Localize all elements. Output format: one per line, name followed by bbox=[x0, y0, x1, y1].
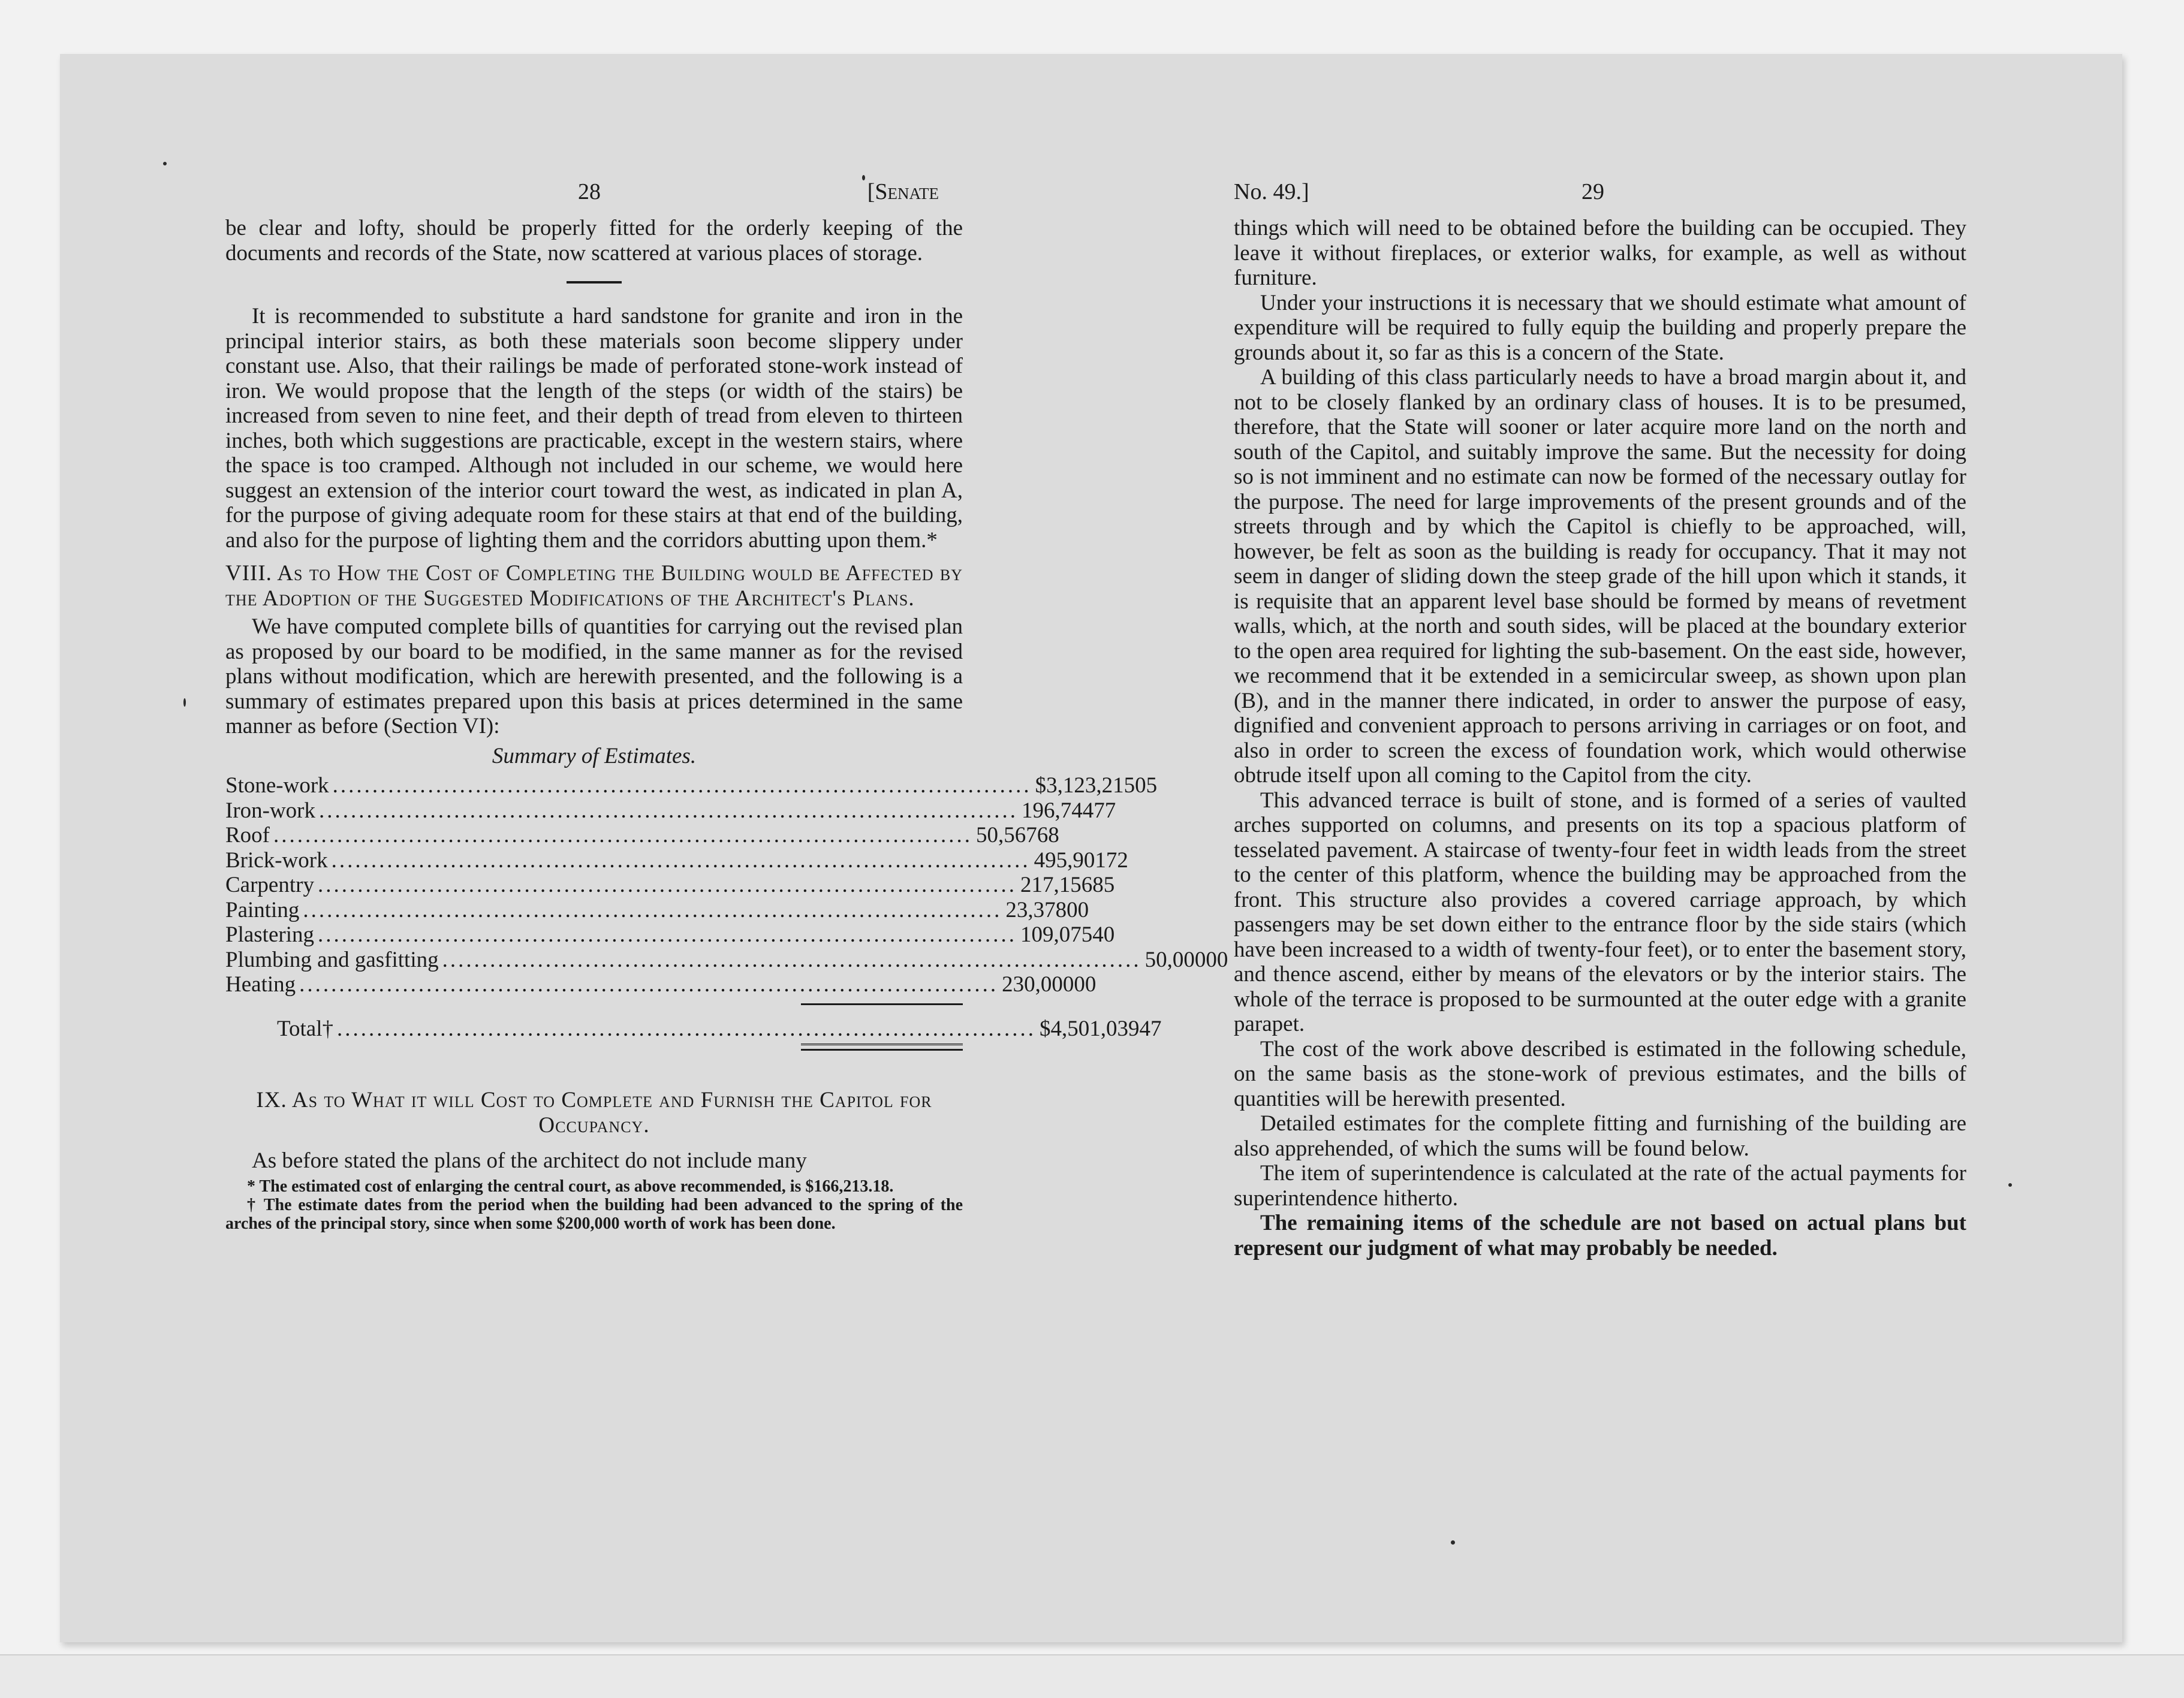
estimate-dollars: 196,744 bbox=[1022, 798, 1094, 823]
estimate-row bbox=[225, 922, 1115, 948]
total-row bbox=[225, 1016, 1162, 1042]
footnote-2: † The estimate dates from the period when the building had been advanced to the spring of the arches of the principal story, since when some $200,000 worth of work has been done. bbox=[225, 1195, 963, 1233]
scan-speck bbox=[183, 698, 186, 707]
estimate-item: Roof bbox=[225, 823, 270, 848]
estimate-row bbox=[225, 798, 1116, 824]
estimate-row bbox=[225, 773, 1158, 798]
leader-dots: ........................................................................................ bbox=[332, 773, 1032, 798]
estimate-item: Painting bbox=[225, 897, 300, 922]
left-running-head: [Senate bbox=[867, 179, 939, 204]
body-paragraph: This advanced terrace is built of stone, and is formed of a series of vaulted arches supported on columns, and presents on its top a spacious platform of tesselated pavement. A staircase of twenty-four feet in width leads from the street to the center of this platform, whence the building may be approached from the front. This structure also provides a covered carriage approach, by which passengers may be set down either to the entrance floor by the side stairs (which have been increased to a width of twenty-four feet), or to enter the basement story, and thence ascend, either by means of the elevators or by the interior stairs. The whole of the terrace is proposed to be surmounted at the outer edge with a granite parapet. bbox=[1234, 788, 1966, 1036]
stairs-paragraph: It is recommended to substitute a hard sandstone for granite and iron in the principal interior stairs, as both these materials soon become slippery under constant use. Also, that their railings be made of perforated stone-work instead of iron. We would propose that the length of the steps (or width of the stairs) be increased from seven to nine feet, and their depth of tread from eleven to thirteen inches, both which suggestions are practicable, except in the western stairs, where the space is too cramped. Although not included in our scheme, we would here suggest an extension of the interior court toward the west, as indicated in plan A, for the purpose of giving adequate room for these stairs at that end of the building, and also for the purpose of lighting them and the corridors abutting upon them.* bbox=[225, 304, 963, 553]
estimate-item: Iron-work bbox=[225, 798, 316, 823]
estimate-cents: 77 bbox=[1093, 798, 1116, 823]
summary-title: Summary of Estimates. bbox=[492, 743, 697, 768]
estimate-cents: 05 bbox=[1135, 773, 1158, 798]
estimate-item: Heating bbox=[225, 972, 296, 997]
leader-dots: ........................................................................................ bbox=[317, 922, 1017, 947]
body-paragraph: Detailed estimates for the complete fitting and furnishing of the building are also apprehended, of which the sums will be found below. bbox=[1234, 1111, 1966, 1161]
total-double-rule bbox=[801, 1043, 963, 1051]
estimate-row bbox=[225, 848, 1128, 873]
body-paragraph: The remaining items of the schedule are not based on actual plans but represent our judgment of what may probably be needed. bbox=[1234, 1211, 1966, 1260]
total-label: Total† bbox=[277, 1016, 333, 1041]
leader-dots: ........................................................................................ bbox=[317, 873, 1017, 897]
body-paragraph: The item of superintendence is calculated at the rate of the actual payments for superintendence hitherto. bbox=[1234, 1161, 1966, 1211]
right-page-number: 29 bbox=[1581, 179, 1604, 204]
section-viii-heading: VIII. As to How the Cost of Completing the Building would be Affected by the Adoption of the Suggested Modifications of the Architect's Plans. bbox=[225, 561, 963, 611]
scan-speck bbox=[163, 162, 167, 165]
estimate-dollars: 109,075 bbox=[1020, 922, 1093, 947]
footnote-1: * The estimated cost of enlarging the central court, as above recommended, is $166,213.18. bbox=[247, 1177, 894, 1196]
estimate-row bbox=[225, 947, 1228, 973]
estimate-cents: 00 bbox=[1074, 972, 1096, 997]
estimate-item: Plumbing and gasfitting bbox=[225, 947, 439, 972]
estimate-dollars: 23,378 bbox=[1005, 897, 1067, 922]
leader-dots: ........................................................................................ bbox=[442, 947, 1141, 972]
estimate-cents: 72 bbox=[1105, 848, 1128, 873]
estimate-cents: 00 bbox=[1206, 947, 1228, 972]
estimate-dollars: 495,901 bbox=[1034, 848, 1106, 873]
total-dollars: $4,501,039 bbox=[1040, 1016, 1140, 1041]
leader-dots: ........................................................................................ bbox=[273, 823, 972, 848]
estimate-dollars: 217,156 bbox=[1020, 873, 1093, 897]
estimate-cents: 85 bbox=[1092, 873, 1115, 897]
body-paragraph: Under your instructions it is necessary that we should estimate what amount of expenditure will be required to fully equip the building and properly prepare the grounds about it, so far as this is a concern of the State. bbox=[1234, 290, 1966, 365]
estimate-row bbox=[225, 897, 1089, 923]
estimate-dollars: $3,123,215 bbox=[1035, 773, 1135, 798]
section-ix-heading: IX. As to What it will Cost to Complete and Furnish the Capitol for Occupancy. bbox=[256, 1088, 932, 1138]
scan-speck bbox=[1451, 1540, 1455, 1545]
leader-dots: ........................................................................................ bbox=[299, 972, 999, 997]
section-ix-paragraph: As before stated the plans of the architect do not include many bbox=[252, 1148, 807, 1173]
estimate-item: Brick-work bbox=[225, 848, 328, 873]
right-page-header bbox=[1234, 180, 1966, 216]
estimate-item: Carpentry bbox=[225, 873, 314, 897]
scanner-bed-strip bbox=[0, 1654, 2184, 1698]
leader-dots: ........................................................................................ bbox=[303, 897, 1002, 922]
body-paragraph: things which will need to be obtained before the building can be occupied. They leave it without fireplaces, or exterior walks, for example, as well as without furniture. bbox=[1234, 216, 1966, 290]
right-running-head: No. 49.] bbox=[1234, 179, 1309, 204]
estimate-dollars: 50,000 bbox=[1144, 947, 1206, 972]
footnotes bbox=[225, 1177, 963, 1233]
estimate-item: Plastering bbox=[225, 922, 314, 947]
leader-dots: ........................................................................................ bbox=[337, 1016, 1036, 1041]
estimate-cents: 68 bbox=[1037, 823, 1059, 848]
estimate-row bbox=[225, 972, 1096, 997]
estimate-item: Stone-work bbox=[225, 773, 329, 798]
left-page-header bbox=[225, 180, 963, 216]
estimate-cents: 40 bbox=[1092, 922, 1115, 947]
left-page bbox=[225, 179, 1228, 1233]
opening-paragraph: be clear and lofty, should be properly fitted for the orderly keeping of the documents and records of the State, now scattered at various places of storage. bbox=[225, 216, 963, 266]
body-paragraph: The cost of the work above described is estimated in the following schedule, on the same basis as the stone-work of previous estimates, and the bills of quantities will be herewith presented. bbox=[1234, 1036, 1966, 1111]
section-viii-paragraph: We have computed complete bills of quantities for carrying out the revised plan as proposed by our board to be modified, in the same manner as for the revised plans without modification, which are herewith presented, and the following is a summary of estimates prepared upon this basis at prices determined in the same manner as before (Section VI): bbox=[225, 614, 963, 738]
scan-speck bbox=[2008, 1183, 2012, 1187]
estimates-table bbox=[225, 773, 1228, 1051]
body-paragraph: A building of this class particularly needs to have a broad margin about it, and not to be closely flanked by an ordinary class of houses. It is to be presumed, therefore, that the State will sooner or later acquire more land on the north and south of the Capitol, and suitably improve the same. But the necessity for doing so is not imminent and no estimate can now be formed of the necessary outlay for the purpose. The need for large improvements of the present grounds and of the streets through and by which the Capitol is chiefly to be approached, will, however, be felt as soon as the building is ready for occupancy. That it may not seem in danger of sliding down the steep grade of the hill upon which it stands, it is requisite that an apparent level base should be formed by means of revetment walls, which, at the north and south sides, will be placed at the boundary exterior to the open area required for lighting the sub-basement. On the east side, however, we recommend that it be extended in a semicircular sweep, as shown upon plan (B), and in the manner there indicated, in order to answer the purpose of easy, dignified and convenient approach to persons arriving in carriages or on foot, and also in order to screen the excess of foundation work, which would otherwise obtrude itself upon all coming to the Capitol from the city. bbox=[1234, 365, 1966, 788]
estimate-dollars: 50,567 bbox=[976, 823, 1037, 848]
leader-dots: ........................................................................................ bbox=[319, 798, 1019, 823]
estimate-dollars: 230,000 bbox=[1002, 972, 1074, 997]
leader-dots: ........................................................................................ bbox=[331, 848, 1031, 873]
estimate-row bbox=[225, 873, 1115, 898]
estimate-cents: 00 bbox=[1067, 897, 1089, 922]
left-page-number: 28 bbox=[578, 179, 601, 204]
estimate-row bbox=[225, 823, 1059, 848]
right-page bbox=[1234, 180, 1966, 1260]
section-divider bbox=[567, 281, 622, 283]
total-cents: 47 bbox=[1139, 1016, 1162, 1041]
